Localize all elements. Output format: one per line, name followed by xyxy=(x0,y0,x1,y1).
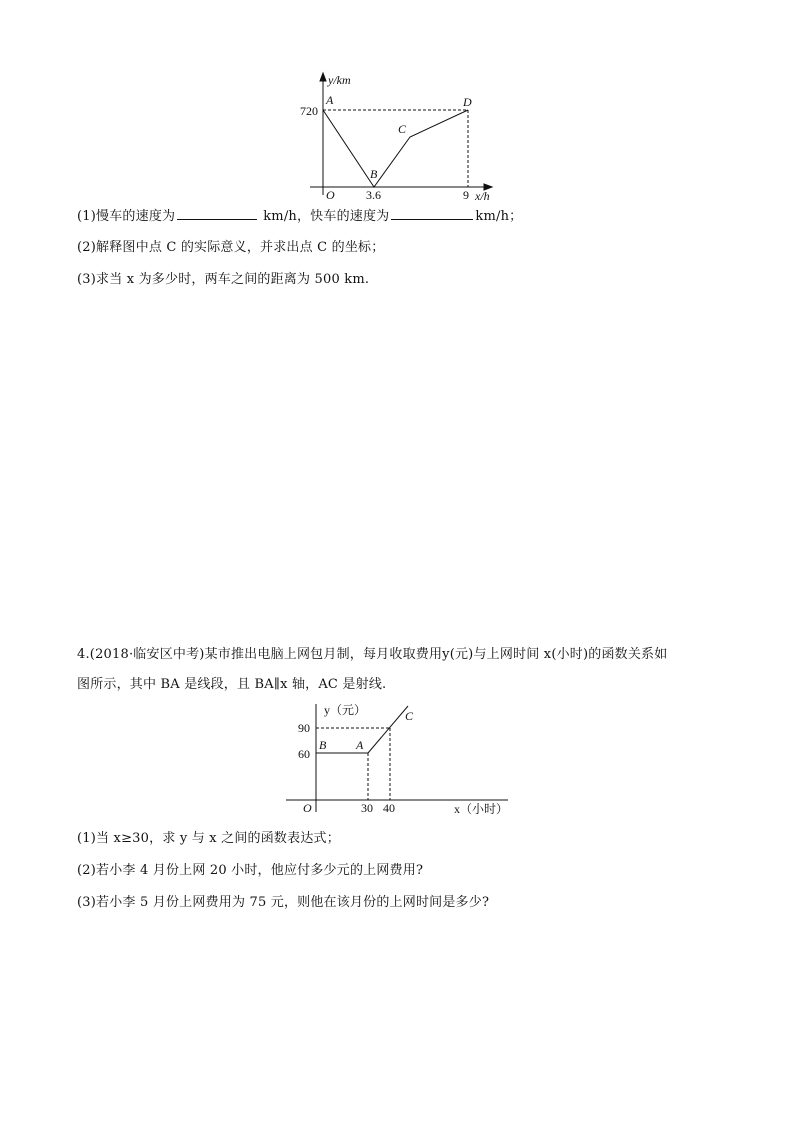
point-label-d: D xyxy=(463,95,472,109)
answer-blank-slow-speed[interactable] xyxy=(177,206,257,220)
q4-part3: (3)若小李 5 月份上网费用为 75 元，则他在该月份的上网时间是多少? xyxy=(77,895,490,910)
x-tick-9: 9 xyxy=(463,188,469,202)
origin-label: O xyxy=(303,801,312,815)
q4-part1: (1)当 x≥30，求 y 与 x 之间的函数表达式； xyxy=(77,831,340,846)
point-label-b: B xyxy=(370,167,378,181)
x-axis-label: x（小时） xyxy=(454,802,509,816)
q3-part1 xyxy=(77,206,522,227)
q3-part1-text-a: (1)慢车的速度为 xyxy=(77,209,176,224)
answer-blank-fast-speed[interactable] xyxy=(391,206,473,220)
x-tick-30: 30 xyxy=(361,801,373,815)
y-axis-arrow xyxy=(320,73,326,81)
point-label-a: A xyxy=(356,738,364,752)
x-axis-label: x/h xyxy=(475,189,490,203)
point-label-b: B xyxy=(319,738,327,752)
y-axis-label: y/km xyxy=(328,73,351,87)
q4-intro-line1: 4.(2018·临安区中考)某市推出电脑上网包月制，每月收取费用y(元)与上网时间 x(小时)的函数关系如 xyxy=(77,647,668,662)
distance-time-graph xyxy=(288,70,500,210)
q4-intro-line2: 图所示，其中 BA 是线段，且 BA∥x 轴，AC 是射线. xyxy=(77,677,387,692)
y-tick-720: 720 xyxy=(300,104,318,118)
point-label-c: C xyxy=(405,709,414,723)
q3-part3: (3)求当 x 为多少时，两车之间的距离为 500 km. xyxy=(77,272,370,287)
y-tick-90: 90 xyxy=(298,721,310,735)
q3-part1-text-c: km/h； xyxy=(475,209,523,224)
y-axis-label: y（元） xyxy=(324,703,367,717)
q3-part2: (2)解释图中点 C 的实际意义，并求出点 C 的坐标； xyxy=(77,240,385,255)
origin-label: O xyxy=(326,188,335,202)
q3-part1-text-b: km/h，快车的速度为 xyxy=(263,209,390,224)
graph-polyline xyxy=(323,110,468,187)
x-tick-3-6: 3.6 xyxy=(366,188,381,202)
fee-time-graph xyxy=(282,700,514,822)
q4-part2: (2)若小李 4 月份上网 20 小时，他应付多少元的上网费用? xyxy=(77,863,424,878)
point-label-a: A xyxy=(326,93,334,107)
x-tick-40: 40 xyxy=(383,801,395,815)
ray-ac xyxy=(368,706,408,753)
y-tick-60: 60 xyxy=(298,747,310,761)
point-label-c: C xyxy=(398,122,407,136)
